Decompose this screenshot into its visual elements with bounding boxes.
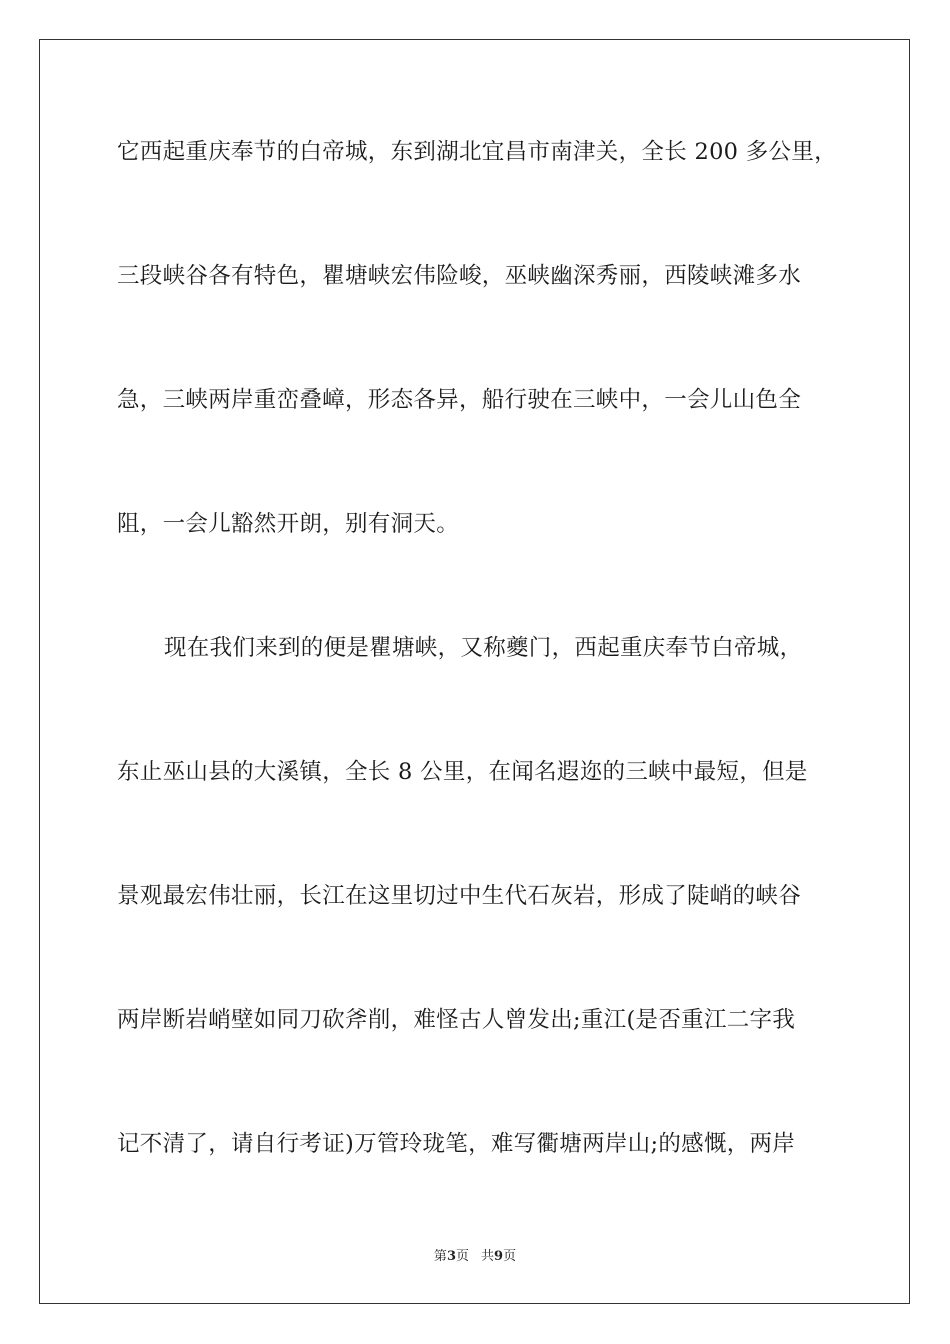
page-number <box>434 1249 469 1264</box>
text-line: 急，三峡两岸重峦叠嶂，形态各异，船行驶在三峡中，一会儿山色全 <box>117 387 802 413</box>
text-line: 它西起重庆奉节的白帝城，东到湖北宜昌市南津关，全长 200 多公里， <box>117 139 837 165</box>
text-line: 阻，一会儿豁然开朗，别有洞天。 <box>117 511 460 537</box>
text-line: 记不清了，请自行考证)万管玲珑笔，难写衢塘两岸山;的感慨，两岸 <box>117 1131 796 1157</box>
text-line: 两岸断岩峭壁如同刀砍斧削，难怪古人曾发出;重江(是否重江二字我 <box>117 1007 796 1033</box>
total-prefix: 共 <box>481 1249 495 1264</box>
page-border <box>39 39 910 1304</box>
current-page: 3 <box>446 1249 456 1264</box>
page-total <box>481 1249 516 1264</box>
text-line: 三段峡谷各有特色，瞿塘峡宏伟险峻，巫峡幽深秀丽，西陵峡滩多水 <box>117 263 802 289</box>
paragraph-first-line: 现在我们来到的便是瞿塘峡，又称夔门，西起重庆奉节白帝城， <box>164 635 803 661</box>
total-pages: 9 <box>494 1249 504 1264</box>
page-prefix: 第 <box>433 1249 447 1264</box>
text-line: 景观最宏伟壮丽，长江在这里切过中生代石灰岩，形成了陡峭的峡谷 <box>117 883 802 909</box>
text-line: 东止巫山县的大溪镇，全长 8 公里，在闻名遐迩的三峡中最短，但是 <box>117 759 808 785</box>
page-footer <box>0 1248 950 1266</box>
total-suffix: 页 <box>503 1249 517 1264</box>
page-suffix: 页 <box>455 1249 469 1264</box>
